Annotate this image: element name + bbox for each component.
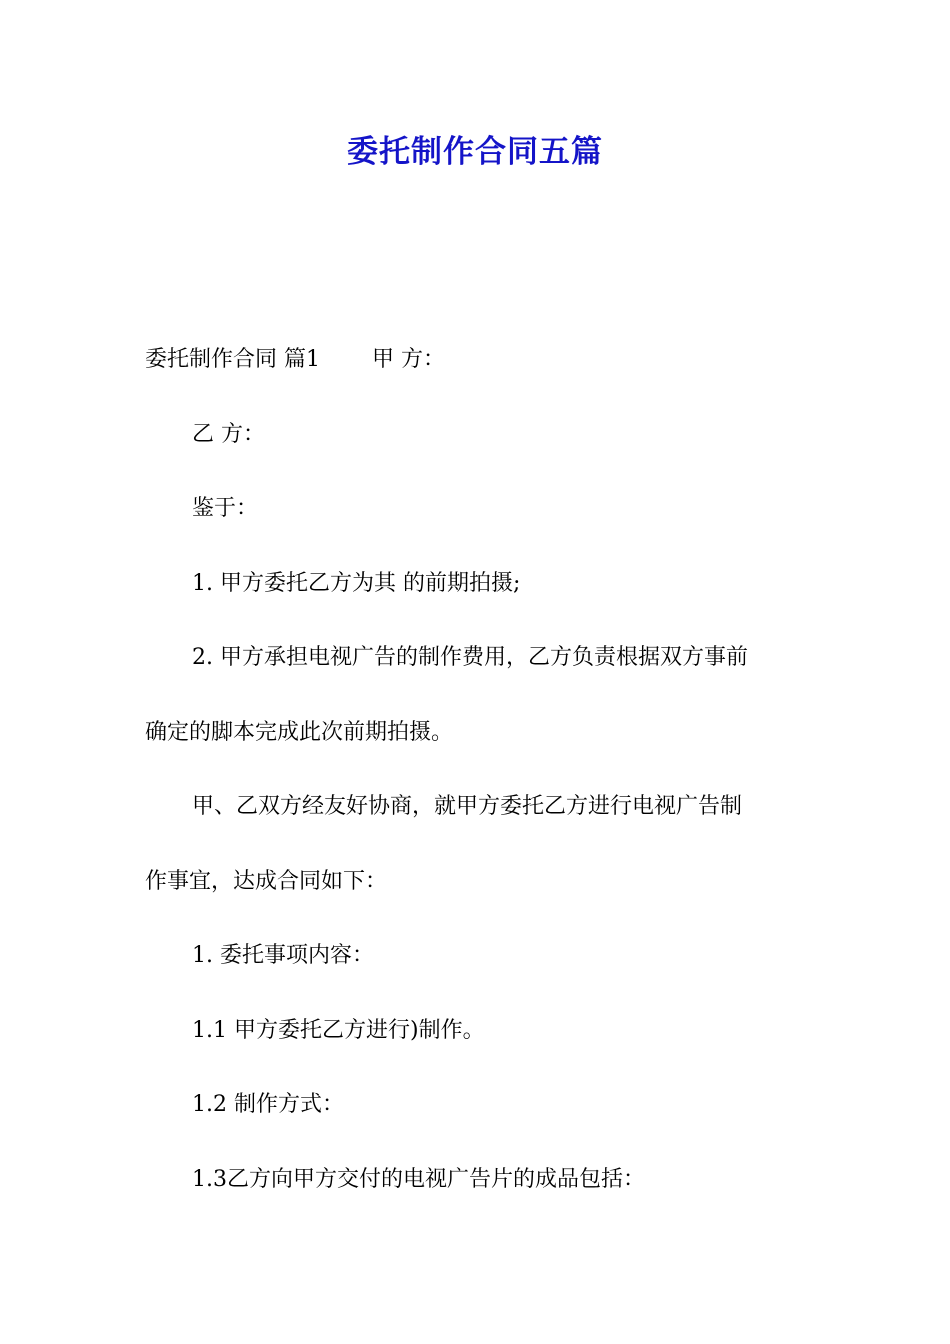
contract-heading-line [145,332,810,407]
clause-1-2: 1.2 制作方式： [192,1092,344,1117]
agreement-paragraph-continued: 作事宜，达成合同如下： [145,868,388,894]
clause-1-heading: 1. 委托事项内容： [192,943,374,968]
whereas-item-1: 1. 甲方委托乙方为其 的前期拍摄; [192,570,521,596]
document-body [145,332,810,1226]
clause-1-3: 1.3乙方向甲方交付的电视广告片的成品包括： [192,1166,645,1192]
party-a-label: 甲 方： [372,347,445,372]
whereas-label: 鉴于： [192,496,259,521]
whereas-item-2: 2. 甲方承担电视广告的制作费用，乙方负责根据双方事前 [192,645,748,670]
clause-1-1: 1.1 甲方委托乙方进行)制作。 [192,1017,485,1043]
agreement-paragraph: 甲、乙双方经友好协商，就甲方委托乙方进行电视广告制 [192,794,743,819]
whereas-item-2-continued: 确定的脚本完成此次前期拍摄。 [145,719,454,745]
party-b-label: 乙 方： [192,421,265,447]
document-title: 委托制作合同五篇 [347,134,603,170]
contract-section-heading: 委托制作合同 篇1 [145,347,320,372]
